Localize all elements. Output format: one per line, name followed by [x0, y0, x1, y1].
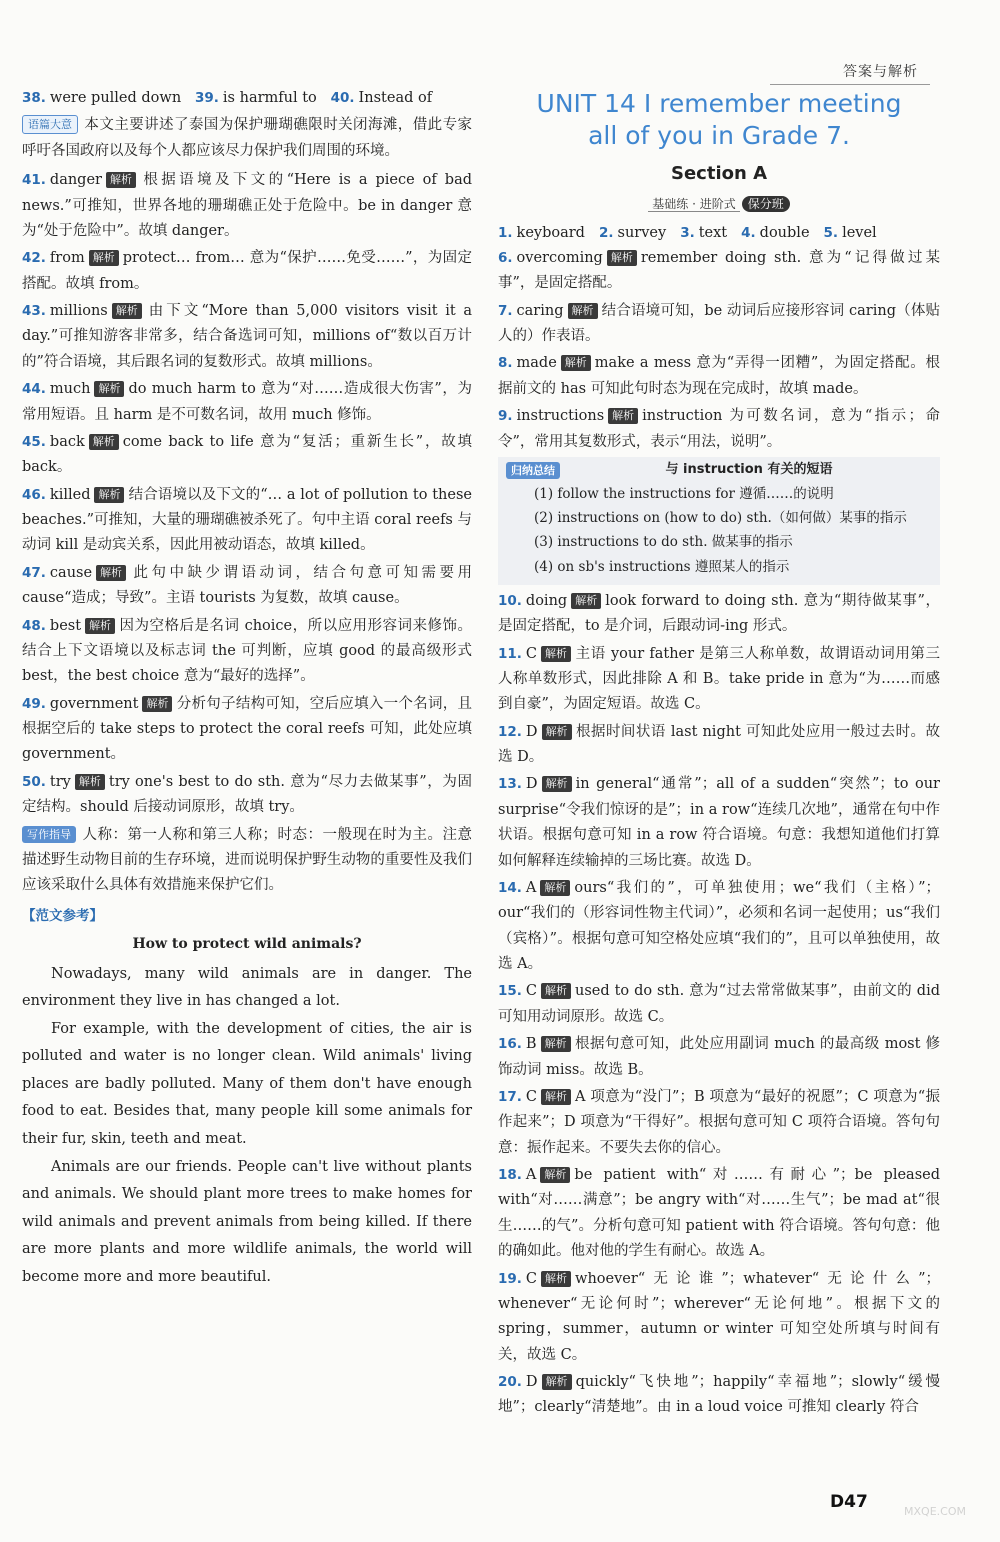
item-text: 结合语境以及下文的“… a lot of pollution to these beaches.”可推知，大量的珊瑚礁被杀死了。句中主语 coral reefs 与动词 kill 是动宾关系，因此用被动语态，故填 killed。 [22, 486, 472, 554]
item-answer: government [49, 695, 139, 712]
item-number: 45. [22, 433, 46, 450]
analysis-tag: 解析 [608, 408, 638, 424]
item-number: 4. [741, 224, 756, 241]
phrase-line: (2) instructions on (how to do) sth.（如何做）某事的指示 [534, 509, 907, 526]
item-answer: A [525, 879, 537, 896]
item-text: 根据时间状语 last night 可知此处应用一般过去时。故选 D。 [498, 723, 940, 766]
item-number: 14. [498, 879, 522, 896]
answer-item [599, 221, 666, 246]
passage-summary [22, 113, 472, 164]
item-number: 16. [498, 1036, 522, 1053]
answer-item [498, 404, 940, 455]
item-answer: overcoming [516, 249, 603, 266]
item-answer: C [525, 983, 538, 1000]
item-number: 47. [22, 564, 46, 581]
item-answer: much [49, 381, 91, 398]
header-rule [770, 84, 930, 85]
answer-item [498, 1163, 940, 1265]
item-answer: is harmful to [222, 90, 317, 106]
item-number: 8. [498, 355, 513, 372]
summary-box-title: 与 instruction 有关的短语 [665, 461, 833, 477]
item-number: 10. [498, 592, 522, 609]
analysis-tag: 解析 [112, 303, 142, 319]
item-number: 41. [22, 172, 46, 189]
item-text: 由下文“More than 5,000 visitors visit it a day.”可推知游客非常多，结合备选词可知，millions of“数以百万计的”符合语境，其后跟名词的复数形式。故填 millions。 [22, 303, 472, 370]
answer-item [498, 246, 940, 297]
answer-item [498, 876, 940, 978]
analysis-tag: 解析 [89, 250, 119, 266]
writing-guide [22, 823, 472, 899]
item-number: 49. [22, 695, 46, 712]
item-text: A 项意为“没门”；B 项意为“最好的祝愿”；C 项意为“振作起来”；D 项意为“干得好”。根据句意可知 C 项符合语境。答句句意：振作起来。不要失去你的信心。 [498, 1088, 940, 1156]
answer-item [498, 1085, 940, 1161]
analysis-tag: 解析 [561, 355, 591, 371]
answer-item [498, 1267, 940, 1369]
item-text: 结合语境可知，be 动词后应接形容词 caring（体贴人的）作表语。 [498, 302, 940, 344]
phrase-line: (4) on sb's instructions 遵照某人的指示 [534, 558, 790, 575]
item-answer: cause [49, 564, 93, 581]
item-answer: text [698, 224, 728, 241]
answer-item [498, 351, 940, 402]
answer-item [498, 642, 940, 718]
item-answer: C [525, 1088, 538, 1105]
analysis-tag: 解析 [85, 618, 115, 634]
unit-title-line-1: UNIT 14 I remember meeting [536, 89, 902, 118]
unit-title-line-2: all of you in Grade 7. [588, 121, 850, 150]
answer-item [22, 377, 472, 428]
item-number: 18. [498, 1167, 522, 1184]
item-answer: survey [617, 224, 667, 241]
item-text: ours“我们的”，可单独使用；we“我们（主格）”；our“我们的（形容词性物主代词）”，必须和名词一起使用；us“我们（宾格）”。根据句意可知空格处应填“我们的”，且可以单独使用，故选 A。 [498, 879, 940, 973]
analysis-tag: 解析 [89, 434, 119, 450]
item-number: 17. [498, 1088, 522, 1105]
answers-1-5 [498, 221, 940, 246]
analysis-tag: 解析 [96, 565, 126, 581]
item-text: 分析句子结构可知，空后应填入一个名词，且根据空后的 take steps to protect the coral reefs 可知，此处应填 government。 [22, 695, 472, 763]
item-answer: killed [49, 486, 91, 503]
answer-item [22, 168, 472, 244]
answers-38-40 [22, 86, 472, 111]
item-answer: best [49, 617, 82, 634]
essay-paragraph: Animals are our friends. People can't live without plants and animals. We should plant more trees to make homes for wild animals and prevent animals from being killed. If there are more plants and more wildlife animals, the world will become more and more beautiful. [22, 1158, 472, 1285]
item-answer: danger [49, 172, 102, 189]
answer-item [22, 614, 472, 690]
item-answer: D [525, 776, 538, 793]
summary-tag: 语篇大意 [22, 115, 78, 134]
item-answer: level [842, 224, 877, 241]
item-text: 主语 your father 是第三人称单数，故谓语动词用第三人称单数形式，因此排除 A 和 B。take pride in 意为“为……而感到自豪”，为固定短语。故选 C。 [498, 645, 940, 713]
item-number: 11. [498, 645, 522, 662]
item-number: 46. [22, 486, 46, 503]
item-number: 50. [22, 773, 46, 790]
item-number: 2. [598, 224, 614, 241]
answer-item [498, 299, 940, 350]
item-text: 根据语境及下文的“Here is a piece of bad news.”可推知，世界各地的珊瑚礁正处于危险中。be in danger 意为“处于危险中”。故填 danger。 [22, 172, 472, 239]
item-answer: D [525, 1374, 538, 1391]
item-text: 此句中缺少谓语动词，结合句意可知需要用 cause“造成；导致”。主语 tourists 为复数，故填 cause。 [22, 564, 472, 607]
item-answer: from [49, 250, 85, 267]
essay-paragraph: Nowadays, many wild animals are in danger. The environment they live in has changed a lot. [22, 965, 472, 1010]
answer-item [22, 299, 472, 375]
left-column [22, 86, 472, 1291]
item-number: 9. [498, 408, 513, 425]
answer-item [498, 1032, 940, 1083]
item-answer: back [49, 433, 85, 450]
item-text: 因为空格后是名词 choice，所以应用形容词来修饰。结合上下文语境以及标志词 the 可判断，应填 good 的最高级形式 best，the best choice 意为“最好的选择”。 [22, 617, 472, 685]
answer-item [498, 1370, 940, 1421]
item-number: 48. [22, 617, 46, 634]
section-title: Section A [671, 163, 767, 184]
analysis-tag: 解析 [94, 381, 124, 397]
phrase-line: (3) instructions to do sth. 做某事的指示 [534, 534, 793, 551]
analysis-tag: 解析 [541, 1271, 571, 1287]
item-text: look forward to doing sth. 意为“期待做某事”，是固定搭配，to 是介词，后跟动词-ing 形式。 [498, 592, 940, 635]
watermark-logo: MXQE.COM [904, 1505, 966, 1518]
item-answer: Instead of [358, 90, 433, 106]
writing-guide-text: 人称：第一人称和第三人称；时态：一般现在时为主。注意描述野生动物目前的生存环境，进而说明保护野生动物的重要性及我们应该采取什么具体有效措施来保护它们。 [22, 826, 472, 894]
item-number: 7. [498, 302, 513, 319]
summary-text: 本文主要讲述了泰国为保护珊瑚礁限时关闭海滩，借此专家呼吁各国政府以及每个人都应该尽力保护我们周围的环境。 [22, 117, 472, 159]
analysis-tag: 解析 [541, 1036, 571, 1052]
answer-item [22, 246, 472, 297]
item-number: 1. [498, 224, 513, 241]
answer-item [498, 589, 940, 640]
summary-box [498, 457, 940, 585]
item-answer: try [49, 773, 71, 790]
item-answer: made [516, 355, 557, 372]
essay-title: How to protect wild animals? [132, 936, 362, 953]
right-column [498, 86, 940, 1423]
item-text: protect… from… 意为“保护……免受……”，为固定搭配。故填 from。 [22, 250, 472, 292]
essay-heading: 【范文参考】 [22, 907, 103, 924]
item-number: 12. [498, 723, 522, 740]
answer-item [498, 720, 940, 771]
analysis-tag: 解析 [541, 983, 571, 999]
item-answer: doing [525, 592, 568, 609]
item-text: do much harm to 意为“对……造成很大伤害”，为常用短语。且 harm 是不可数名词，故用 much 修饰。 [22, 381, 472, 423]
analysis-tag: 解析 [568, 303, 598, 319]
item-number: 3. [680, 224, 695, 241]
answer-item [498, 221, 585, 246]
item-number: 38. [22, 90, 46, 106]
answer-item [22, 430, 472, 481]
analysis-tag: 解析 [540, 880, 570, 896]
unit-title [498, 88, 940, 152]
item-text: whoever“无论谁”；whatever“无论什么”；whenever“无论何时”；wherever“无论何地”。根据下文的 spring，summer，autumn or winter 可知空处所填与时间有关，故选 C。 [498, 1270, 940, 1363]
banner-label: 基础练 · 进阶式 [648, 197, 739, 212]
item-number: 43. [22, 303, 46, 319]
answer-item [680, 221, 727, 246]
page-header: 答案与解析 [843, 64, 918, 80]
analysis-tag: 解析 [542, 1374, 572, 1390]
analysis-tag: 解析 [541, 1089, 571, 1105]
answer-item [22, 483, 472, 559]
item-answer: millions [49, 303, 108, 319]
item-text: be patient with“对……有耐心”；be pleased with“对……满意”；be angry with“对……生气”；be mad at“很生……的气”。分析句意可知 patient with 符合语境。答句句意：他的确如此。他对他的学生有耐心。故选 A。 [498, 1167, 940, 1260]
item-text: used to do sth. 意为“过去常常做某事”，由前文的 did 可知用动词原形。故选 C。 [498, 983, 940, 1025]
item-answer: A [525, 1167, 537, 1184]
item-number: 6. [498, 249, 513, 266]
item-number: 42. [22, 250, 46, 267]
item-number: 5. [823, 224, 839, 241]
analysis-tag: 解析 [106, 172, 136, 188]
analysis-tag: 解析 [542, 776, 572, 792]
answer-item [824, 221, 877, 246]
item-answer: were pulled down [49, 90, 182, 106]
item-answer: double [759, 224, 810, 241]
item-text: 根据句意可知，此处应用副词 much 的最高级 most 修饰动词 miss。故选 B。 [498, 1036, 940, 1078]
item-answer: D [525, 723, 538, 740]
item-answer: caring [516, 302, 564, 319]
item-number: 39. [195, 90, 219, 106]
analysis-tag: 解析 [542, 724, 572, 740]
page-number: D47 [830, 1492, 868, 1512]
item-answer: B [525, 1036, 537, 1053]
item-number: 19. [498, 1270, 522, 1287]
answer-item [498, 979, 940, 1030]
item-text: quickly“飞快地”；happily“幸福地”；slowly“缓慢地”；clearly“清楚地”。由 in a loud voice 可推知 clearly 符合 [498, 1374, 940, 1416]
item-text: come back to life 意为“复活；重新生长”，故填 back。 [22, 433, 472, 476]
answer-item [22, 770, 472, 821]
item-number: 40. [330, 90, 355, 106]
item-number: 20. [498, 1374, 522, 1391]
analysis-tag: 解析 [541, 646, 571, 662]
item-text: make a mess 意为“弄得一团糟”，为固定搭配。根据前文的 has 可知此句时态为现在完成时，故填 made。 [498, 355, 940, 397]
analysis-tag: 解析 [571, 593, 601, 609]
item-answer: C [525, 645, 538, 662]
item-answer: instructions [516, 408, 605, 425]
item-text: instruction 为可数名词，意为“指示；命令”，常用其复数形式，表示“用法，说明”。 [498, 408, 940, 450]
analysis-tag: 解析 [540, 1167, 570, 1183]
item-text: in general“通常”；all of a sudden“突然”；to our surprise“令我们惊讶的是”；in a row“连续几次地”，通常在句中作状语。根据句意可知 in a row 符合语境。句意：我想知道他们打算如何解释连续输掉的三场比赛。故选 D。 [498, 776, 940, 869]
banner-badge: 保分班 [742, 196, 790, 212]
phrase-line: (1) follow the instructions for 遵循……的说明 [534, 485, 834, 502]
item-number: 13. [498, 776, 522, 793]
item-number: 15. [498, 983, 522, 1000]
answer-item [741, 221, 809, 246]
practice-banner [498, 194, 940, 215]
writing-guide-tag: 写作指导 [22, 826, 76, 843]
item-text: remember doing sth. 意为“记得做过某事”，是固定搭配。 [498, 249, 940, 292]
answer-item [22, 692, 472, 768]
analysis-tag: 解析 [607, 250, 637, 266]
item-answer: C [525, 1270, 538, 1287]
answer-item [22, 561, 472, 612]
essay-paragraph: For example, with the development of cities, the air is polluted and water is no longer clean. Wild animals' living places are badly polluted. Many of them don't have enough food to eat. Besides that, many people kill some animals for their fur, skin, teeth and meat. [22, 1020, 472, 1148]
item-answer: keyboard [516, 224, 585, 241]
answer-item [498, 772, 940, 874]
analysis-tag: 解析 [75, 774, 105, 790]
item-number: 44. [22, 381, 46, 398]
summary-box-header [506, 459, 932, 482]
analysis-tag: 解析 [94, 487, 124, 503]
summary-box-tag: 归纳总结 [506, 462, 560, 479]
analysis-tag: 解析 [142, 696, 172, 712]
item-text: try one's best to do sth. 意为“尽力去做某事”，为固定结构。should 后接动词原形，故填 try。 [22, 773, 472, 816]
